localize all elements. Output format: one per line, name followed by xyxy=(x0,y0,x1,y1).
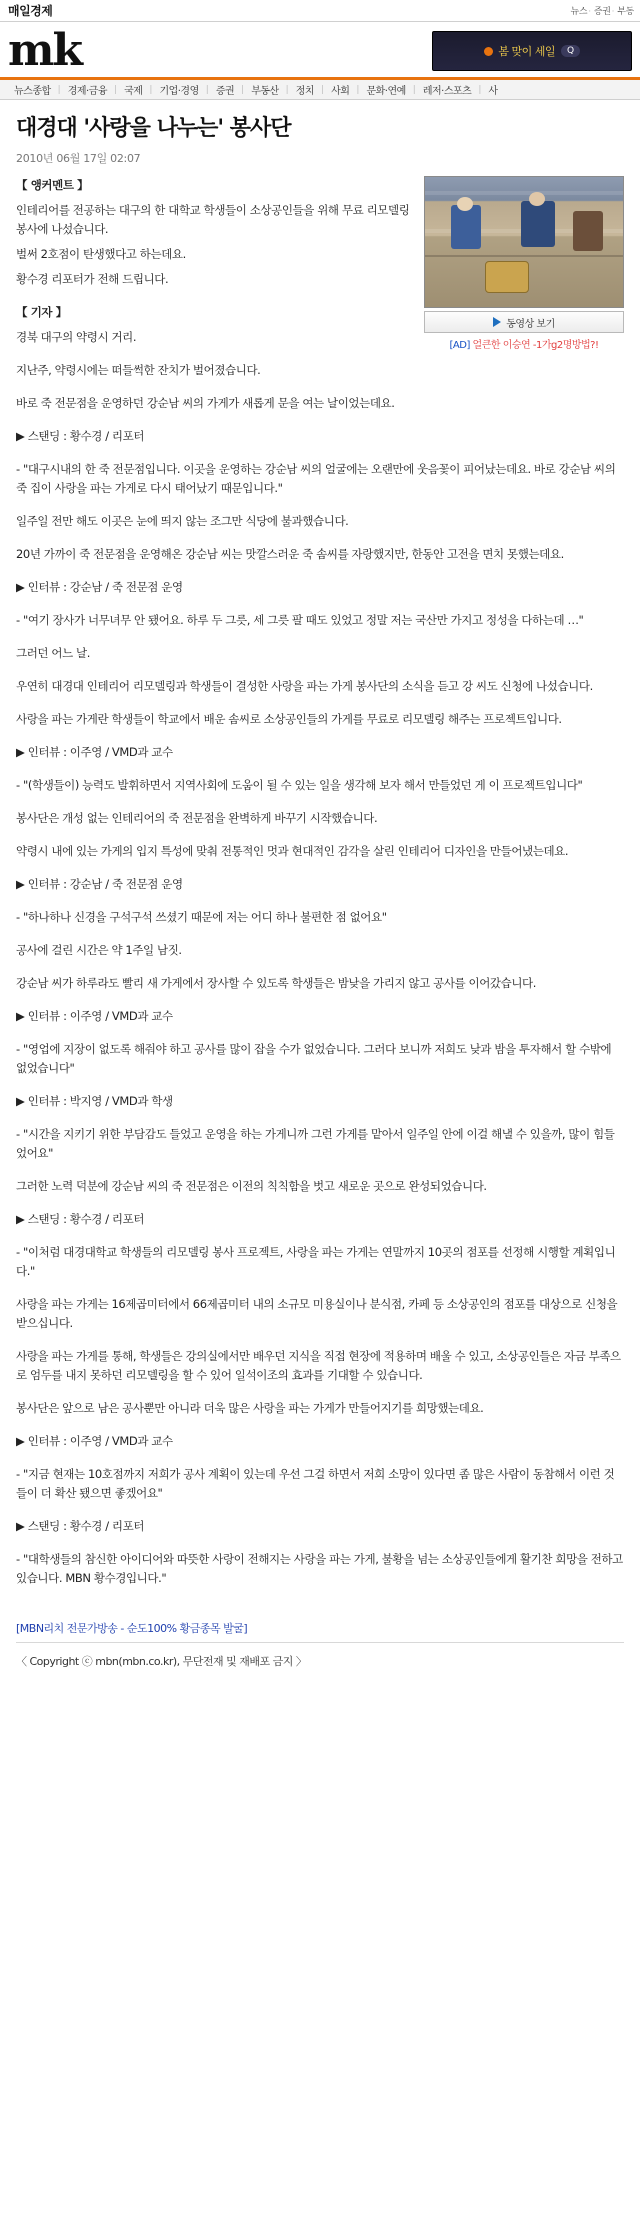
nav-item-8[interactable]: 문화·연예 xyxy=(366,86,406,97)
nav-divider: | xyxy=(205,84,209,95)
interview-speaker: ▶ 인터뷰 : 이주영 / VMD과 교수 xyxy=(16,745,173,759)
paragraph: 그러던 어느 날. xyxy=(16,646,91,660)
site-logo[interactable]: mk xyxy=(8,24,82,76)
paragraph: 봉사단은 앞으로 남은 공사뿐만 아니라 더욱 많은 사랑을 파는 가게가 만들어지기를 희망했는데요. xyxy=(16,1401,484,1415)
flower-icon xyxy=(484,47,493,56)
paragraph: 공사에 걸린 시간은 약 1주일 남짓. xyxy=(16,943,182,957)
top-nav-links xyxy=(568,4,634,17)
inline-ad[interactable] xyxy=(424,339,624,352)
paragraph: 약령시 내에 있는 가게의 입지 특성에 맞춰 전통적인 멋과 현대적인 감각을 살린 인테리어 디자인을 만들어냈는데요. xyxy=(16,844,569,858)
promo-link[interactable]: [MBN리치 전문가방송 - 순도100% 황금종목 발굴] xyxy=(16,1622,248,1635)
paragraph: 경북 대구의 약령시 거리. xyxy=(16,330,137,344)
top-nav-link-0[interactable]: 뉴스 xyxy=(570,7,588,17)
paragraph: 바로 죽 전문점을 운영하던 강순남 씨의 가게가 새롭게 문을 여는 날이었는데요. xyxy=(16,396,395,410)
nav-divider: | xyxy=(356,84,360,95)
interview-speaker: ▶ 스탠딩 : 황수경 / 리포터 xyxy=(16,429,145,443)
ad-copy: 얼큰한 이승연 -1가g2명방법?! xyxy=(472,340,599,351)
interview-speaker: ▶ 인터뷰 : 강순남 / 죽 전문점 운영 xyxy=(16,580,183,594)
nav-divider: | xyxy=(114,84,118,95)
paragraph: 지난주, 약령시에는 떠들썩한 잔치가 벌어졌습니다. xyxy=(16,363,261,377)
nav-item-1[interactable]: 경제·금융 xyxy=(67,86,108,97)
interview-speaker: ▶ 인터뷰 : 박지영 / VMD과 학생 xyxy=(16,1094,173,1108)
interview-quote: - "이처럼 대경대학교 학생들의 리모델링 봉사 프로젝트, 사랑을 파는 가게는 연말까지 10곳의 점포를 선정해 시행할 계획입니다." xyxy=(16,1245,616,1278)
interview-quote: - "시간을 지키기 위한 부담감도 들었고 운영을 하는 가게니까 그런 가게를 맡아서 일주일 안에 이걸 해낼 수 있을까, 많이 힘들었어요" xyxy=(16,1127,615,1160)
article-timestamp: 2010년 06월 17일 02:07 xyxy=(16,152,141,165)
article-media xyxy=(424,176,624,352)
header-ad-text: 봄 맞이 세일 xyxy=(498,45,556,58)
nav-divider: | xyxy=(321,84,325,95)
paragraph: 황수경 리포터가 전해 드립니다. xyxy=(16,272,169,286)
paragraph: 사랑을 파는 가게는 16제곱미터에서 66제곱미터 내의 소규모 미용실이나 분식점, 카페 등 소상공인의 점포를 대상으로 신청을 받으십니다. xyxy=(16,1297,618,1330)
header-ad-banner[interactable] xyxy=(432,31,632,71)
nav-divider: | xyxy=(149,84,153,95)
interview-speaker: ▶ 인터뷰 : 이주영 / VMD과 교수 xyxy=(16,1434,173,1448)
paragraph: 사랑을 파는 가게란 학생들이 학교에서 배운 솜씨로 소상공인들의 가게를 무료로 리모델링 해주는 프로젝트입니다. xyxy=(16,712,562,726)
nav-item-7[interactable]: 사회 xyxy=(331,86,350,97)
paragraph: 일주일 전만 해도 이곳은 눈에 띄지 않는 조그만 식당에 불과했습니다. xyxy=(16,514,349,528)
footer-divider xyxy=(16,1642,624,1643)
paragraph: 강순남 씨가 하루라도 빨리 새 가게에서 장사할 수 있도록 학생들은 밤낮을 가리지 않고 공사를 이어갔습니다. xyxy=(16,976,537,990)
interview-quote: - "(학생들이) 능력도 발휘하면서 지역사회에 도움이 될 수 있는 일을 생각해 보자 해서 만들었던 게 이 프로젝트입니다" xyxy=(16,778,583,792)
nav-divider: | xyxy=(57,84,61,95)
ad-tag: [AD] xyxy=(449,340,470,351)
nav-item-9[interactable]: 레저·스포츠 xyxy=(422,86,472,97)
masthead xyxy=(0,22,640,80)
interview-speaker: ▶ 스탠딩 : 황수경 / 리포터 xyxy=(16,1519,145,1533)
interview-quote: - "여기 장사가 너무녀무 안 됐어요. 하루 두 그릇, 세 그릇 팔 때도 있었고 정말 저는 국산만 가지고 정성을 다하는데 …" xyxy=(16,613,584,627)
nav-item-4[interactable]: 증권 xyxy=(215,86,235,97)
nav-item-10[interactable]: 사 xyxy=(488,86,498,97)
interview-quote: - "대학생들의 참신한 아이디어와 따뜻한 사랑이 전해지는 사랑을 파는 가게, 불황을 넘는 소상공인들에게 활기찬 희망을 전하고 있습니다. MBN 황수경입니다." xyxy=(16,1552,623,1585)
paragraph: 벌써 2호점이 탄생했다고 하는데요. xyxy=(16,247,186,261)
interview-speaker: ▶ 인터뷰 : 강순남 / 죽 전문점 운영 xyxy=(16,877,183,891)
nav-item-2[interactable]: 국제 xyxy=(124,86,143,97)
interview-speaker: ▶ 인터뷰 : 이주영 / VMD과 교수 xyxy=(16,1009,173,1023)
paragraph: 【 기자 】 xyxy=(16,305,67,319)
nav-item-0[interactable]: 뉴스종합 xyxy=(14,86,51,97)
article-body xyxy=(0,100,640,1602)
video-play-button[interactable] xyxy=(424,311,624,333)
nav-divider: | xyxy=(241,84,245,95)
video-play-label: 동영상 보기 xyxy=(506,318,555,330)
paragraph: 사랑을 파는 가게를 통해, 학생들은 강의실에서만 배우던 지식을 직접 현장에 적용하며 배울 수 있고, 소상공인들은 자금 부족으로 엄두를 내지 못하던 리모델링을 할 수 있어 일석이조의 효과를 기대할 수 있습니다. xyxy=(16,1349,621,1382)
top-nav-divider: · xyxy=(588,7,591,17)
copyright-notice: 〈 Copyright ⓒ mbn(mbn.co.kr), 무단전재 및 재배포 금지 〉 xyxy=(16,1655,307,1668)
nav-divider: | xyxy=(478,84,482,95)
interview-quote: - "영업에 지장이 없도록 해줘야 하고 공사를 많이 잡을 수가 없었습니다. 그러다 보니까 저희도 낮과 밤을 투자해서 할 수밖에 없었습니다" xyxy=(16,1042,612,1075)
play-icon xyxy=(493,317,501,327)
publisher-name: 매일경제 xyxy=(8,4,53,18)
top-nav-divider: · xyxy=(611,7,615,17)
interview-speaker: ▶ 스탠딩 : 황수경 / 리포터 xyxy=(16,1212,145,1226)
interview-quote: - "지금 현재는 10호점까지 저희가 공사 계획이 있는데 우선 그걸 하면서 저희 소망이 있다면 좀 많은 사람이 동참해서 이런 것들이 더 확산 됐으면 좋겠어요" xyxy=(16,1467,615,1500)
top-nav-link-2[interactable]: 부동 xyxy=(617,7,634,17)
nav-item-3[interactable]: 기업·경영 xyxy=(159,86,199,97)
global-nav xyxy=(0,80,640,100)
paragraph: 【 앵커멘트 】 xyxy=(16,178,89,192)
paragraph: 우연히 대경대 인테리어 리모델링과 학생들이 결성한 사랑을 파는 가게 봉사단의 소식을 듣고 강 씨도 신청에 나섰습니다. xyxy=(16,679,593,693)
paragraph: 그러한 노력 덕분에 강순남 씨의 죽 전문점은 이전의 칙칙함을 벗고 새로운 곳으로 완성되었습니다. xyxy=(16,1179,487,1193)
article-photo xyxy=(424,176,624,308)
nav-item-5[interactable]: 부동산 xyxy=(251,86,279,97)
nav-divider: | xyxy=(412,84,416,95)
page-title: 대경대 '사랑을 나누는' 봉사단 xyxy=(16,116,291,141)
paragraph: 봉사단은 개성 없는 인테리어의 죽 전문점을 완벽하게 바꾸기 시작했습니다. xyxy=(16,811,378,825)
header-ad-pill: Q xyxy=(561,45,580,57)
top-bar xyxy=(0,0,640,22)
top-nav-link-1[interactable]: 증권 xyxy=(593,7,611,17)
paragraph: 인테리어를 전공하는 대구의 한 대학교 학생들이 소상공인들을 위해 무료 리모델링 봉사에 나섰습니다. xyxy=(16,203,410,236)
nav-divider: | xyxy=(285,84,289,95)
nav-item-6[interactable]: 정치 xyxy=(295,86,315,97)
paragraph: 20년 가까이 죽 전문점을 운영해온 강순남 씨는 맛깔스러운 죽 솜씨를 자랑했지만, 한동안 고전을 면치 못했는데요. xyxy=(16,547,564,561)
article-content xyxy=(16,176,624,1602)
interview-quote: - "대구시내의 한 죽 전문점입니다. 이곳을 운영하는 강순남 씨의 얼굴에는 오랜만에 웃음꽃이 피어났는데요. 바로 강순남 씨의 죽 집이 사랑을 파는 가게로 다시 태어났기 때문입니다." xyxy=(16,462,616,495)
interview-quote: - "하나하나 신경을 구석구석 쓰셨기 때문에 저는 어디 하나 불편한 점 없어요" xyxy=(16,910,387,924)
